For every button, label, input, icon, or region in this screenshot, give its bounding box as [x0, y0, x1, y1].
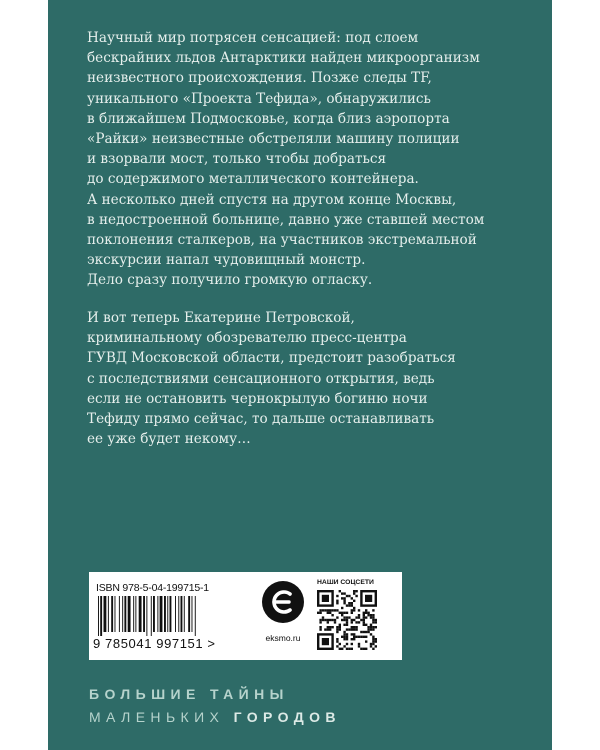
series-word-light: МАЛЕНЬКИХ: [89, 709, 225, 725]
series-title-line-2: [89, 709, 509, 725]
annotation-paragraph-1: [87, 28, 487, 291]
text-line: «Райки» неизвестные обстреляли машину полиции: [87, 131, 460, 148]
social-label: НАШИ СОЦСЕТИ: [317, 579, 374, 586]
qr-code-icon: [317, 590, 377, 650]
annotation-paragraph-2: [87, 308, 487, 449]
text-line: Научный мир потрясен сенсацией: под слоем: [87, 30, 419, 46]
text-line: бескрайних льдов Антарктики найден микроорганизм: [87, 50, 480, 67]
barcode-digits: 9 785041 997151 >: [93, 636, 216, 651]
isbn-label: ISBN 978-5-04-199715-1: [96, 582, 209, 594]
barcode-icon: [96, 596, 236, 636]
text-line: Тефиду прямо сейчас, то дальше останавливать: [87, 411, 435, 428]
series-word-bold: ГОРОДОВ: [233, 709, 341, 725]
text-line: уникального «Проекта Тефида», обнаружились: [87, 90, 431, 107]
text-line: если не остановить чернокрылую богиню ночи: [87, 390, 428, 407]
text-line: ГУВД Московской области, предстоит разобраться: [87, 350, 456, 367]
text-line: экскурсии напал чудовищный монстр.: [87, 252, 366, 269]
text-line: и взорвали мост, только чтобы добраться: [87, 151, 387, 168]
text-line: в ближайшем Подмосковье, когда близ аэропорта: [87, 110, 450, 127]
text-line: поклонения сталкеров, на участников экстремальной: [87, 232, 477, 249]
text-line: неизвестного происхождения. Позже следы TF,: [87, 70, 432, 87]
text-line: И вот теперь Екатерине Петровской,: [87, 310, 355, 326]
text-line: Дело сразу получило громкую огласку.: [87, 272, 373, 289]
text-line: с последствиями сенсационного открытия, ведь: [87, 370, 435, 387]
publisher-site: eksmo.ru: [265, 633, 301, 643]
text-line: А несколько дней спустя на другом конце Москвы,: [87, 191, 457, 208]
text-line: в недостроенной больнице, давно уже ставшей местом: [87, 211, 485, 228]
text-line: ее уже будет некому…: [87, 431, 251, 448]
series-title-line-1: БОЛЬШИЕ ТАЙНЫ: [89, 686, 289, 702]
text-line: до содержимого металлического контейнера.: [87, 171, 419, 188]
text-line: криминальному обозревателю пресс-центра: [87, 330, 407, 347]
eksmo-logo-icon: [261, 580, 305, 624]
